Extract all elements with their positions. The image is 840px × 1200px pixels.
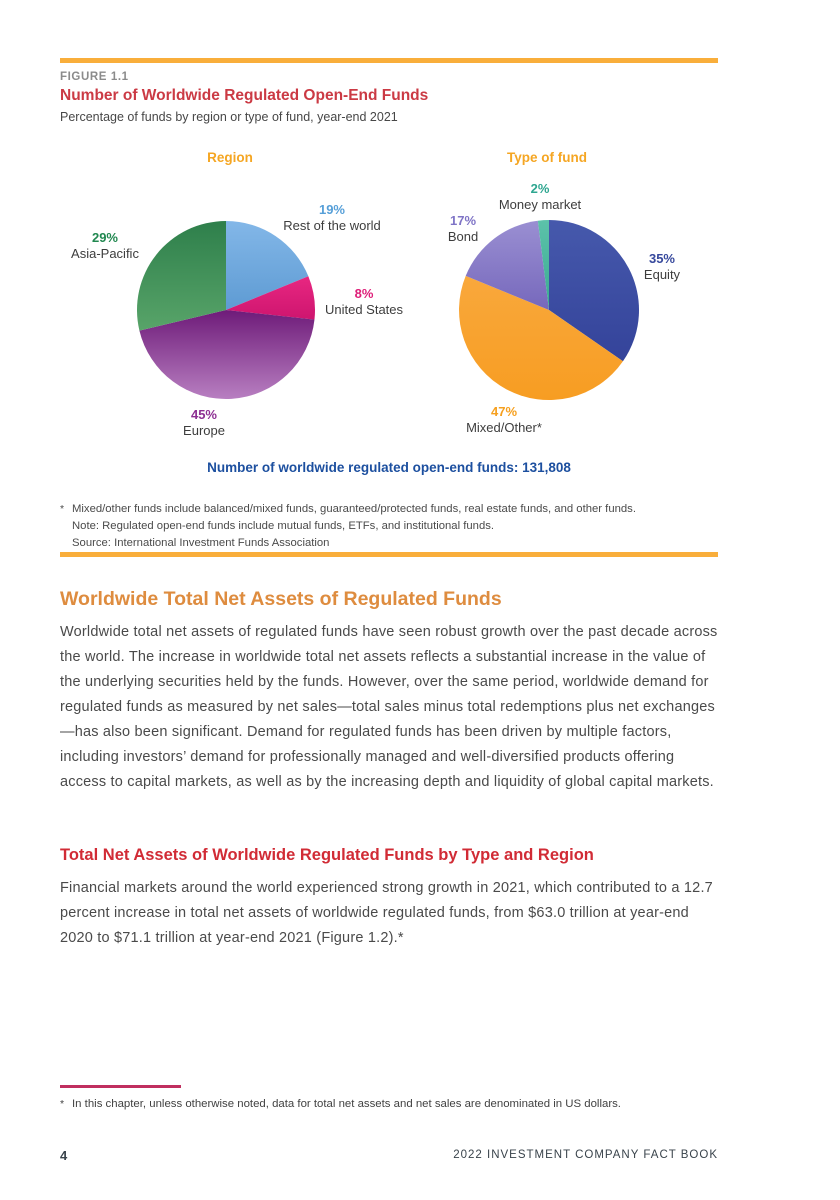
pie-chart-title-type-of-fund: Type of fund: [507, 150, 587, 165]
figure-footnote-line-3: [60, 535, 718, 552]
chapter-footnote: [60, 1096, 724, 1112]
pie-label-percent: 35%: [648, 251, 676, 266]
body-paragraph-1: Worldwide total net assets of regulated funds have seen robust growth over the past decade across the world. The increase in worldwide total net assets reflects a substantial increase in the value of the underlying securities held by the funds. However, over the same period, worldwide demand for regulated funds as measured by net sales—total sales minus total redemptions plus net exchanges—has also been significant. Demand for regulated funds has been driven by multiple factors, including investors’ demand for professionally managed and well-diversified products offering access to capital markets, as well as by the increasing depth and liquidity of global capital markets.: [60, 624, 718, 790]
pie-label-name: Asia-Pacific: [71, 246, 139, 261]
figure-subtitle: Percentage of funds by region or type of fund, year-end 2021: [60, 110, 398, 124]
section-heading: Worldwide Total Net Assets of Regulated Funds: [60, 588, 502, 610]
pie-label-europe: [183, 407, 225, 439]
pie-label-equity: [644, 251, 680, 283]
figure-number: FIGURE 1.1: [60, 71, 129, 83]
pie-label-percent: 19%: [318, 202, 346, 217]
page-number: 4: [60, 1148, 68, 1163]
pie-label-asia-pacific: [71, 230, 139, 262]
pie-label-percent: 29%: [91, 230, 119, 245]
body-paragraph-2: Financial markets around the world experienced strong growth in 2021, which contributed to a 12.7 percent increase in total net assets of worldwide regulated funds, from $63.0 trillion at year-end 2020 to $71.1 trillion at year-end 2021 (Figure 1.2).*: [60, 880, 713, 946]
figure-footnotes: [60, 501, 718, 552]
pie-label-united-states: [325, 286, 403, 318]
footnote-text: Source: International Investment Funds Association: [72, 537, 330, 549]
pie-label-name: Europe: [183, 423, 225, 438]
pie-label-percent: 47%: [490, 404, 518, 419]
pie-label-money-market: [499, 181, 581, 213]
figure-footnote-line-2: [60, 518, 718, 535]
pie-label-name: Rest of the world: [283, 218, 381, 233]
footnote-marker: *: [60, 1098, 65, 1110]
pie-label-mixed-other: [466, 404, 542, 436]
footnote-marker: *: [60, 503, 65, 515]
figure-bottom-rule: [60, 552, 718, 557]
figure-footnote-line-1: [60, 501, 718, 518]
sub-section-heading: Total Net Assets of Worldwide Regulated Funds by Type and Region: [60, 846, 594, 864]
pie-label-percent: 45%: [190, 407, 218, 422]
chapter-footnote-rule: [60, 1085, 181, 1088]
running-footer-title: 2022 INVESTMENT COMPANY FACT BOOK: [453, 1149, 718, 1161]
pie-label-name: Equity: [643, 267, 681, 282]
pie-label-bond: [448, 213, 478, 245]
pie-label-percent: 8%: [354, 286, 374, 301]
footnote-text: Mixed/other funds include balanced/mixed funds, guaranteed/protected funds, real estate funds, and other funds.: [72, 503, 636, 515]
footnote-text: In this chapter, unless otherwise noted, data for total net assets and net sales are denominated in US dollars.: [72, 1098, 621, 1110]
pie-label-rest-of-the-world: [283, 202, 381, 234]
figure-caption: Number of worldwide regulated open-end funds: 131,808: [207, 460, 571, 475]
pie-label-name: Bond: [447, 229, 479, 244]
pie-label-name: United States: [324, 302, 404, 317]
footnote-text: Note: Regulated open-end funds include mutual funds, ETFs, and institutional funds.: [72, 520, 495, 532]
pie-label-percent: 2%: [530, 181, 550, 196]
figure-title: Number of Worldwide Regulated Open-End Funds: [60, 87, 429, 104]
pie-label-name: Mixed/Other*: [466, 420, 542, 435]
pie-label-name: Money market: [498, 197, 582, 212]
pie-chart-title-region: Region: [207, 150, 253, 165]
pie-label-percent: 17%: [449, 213, 477, 228]
